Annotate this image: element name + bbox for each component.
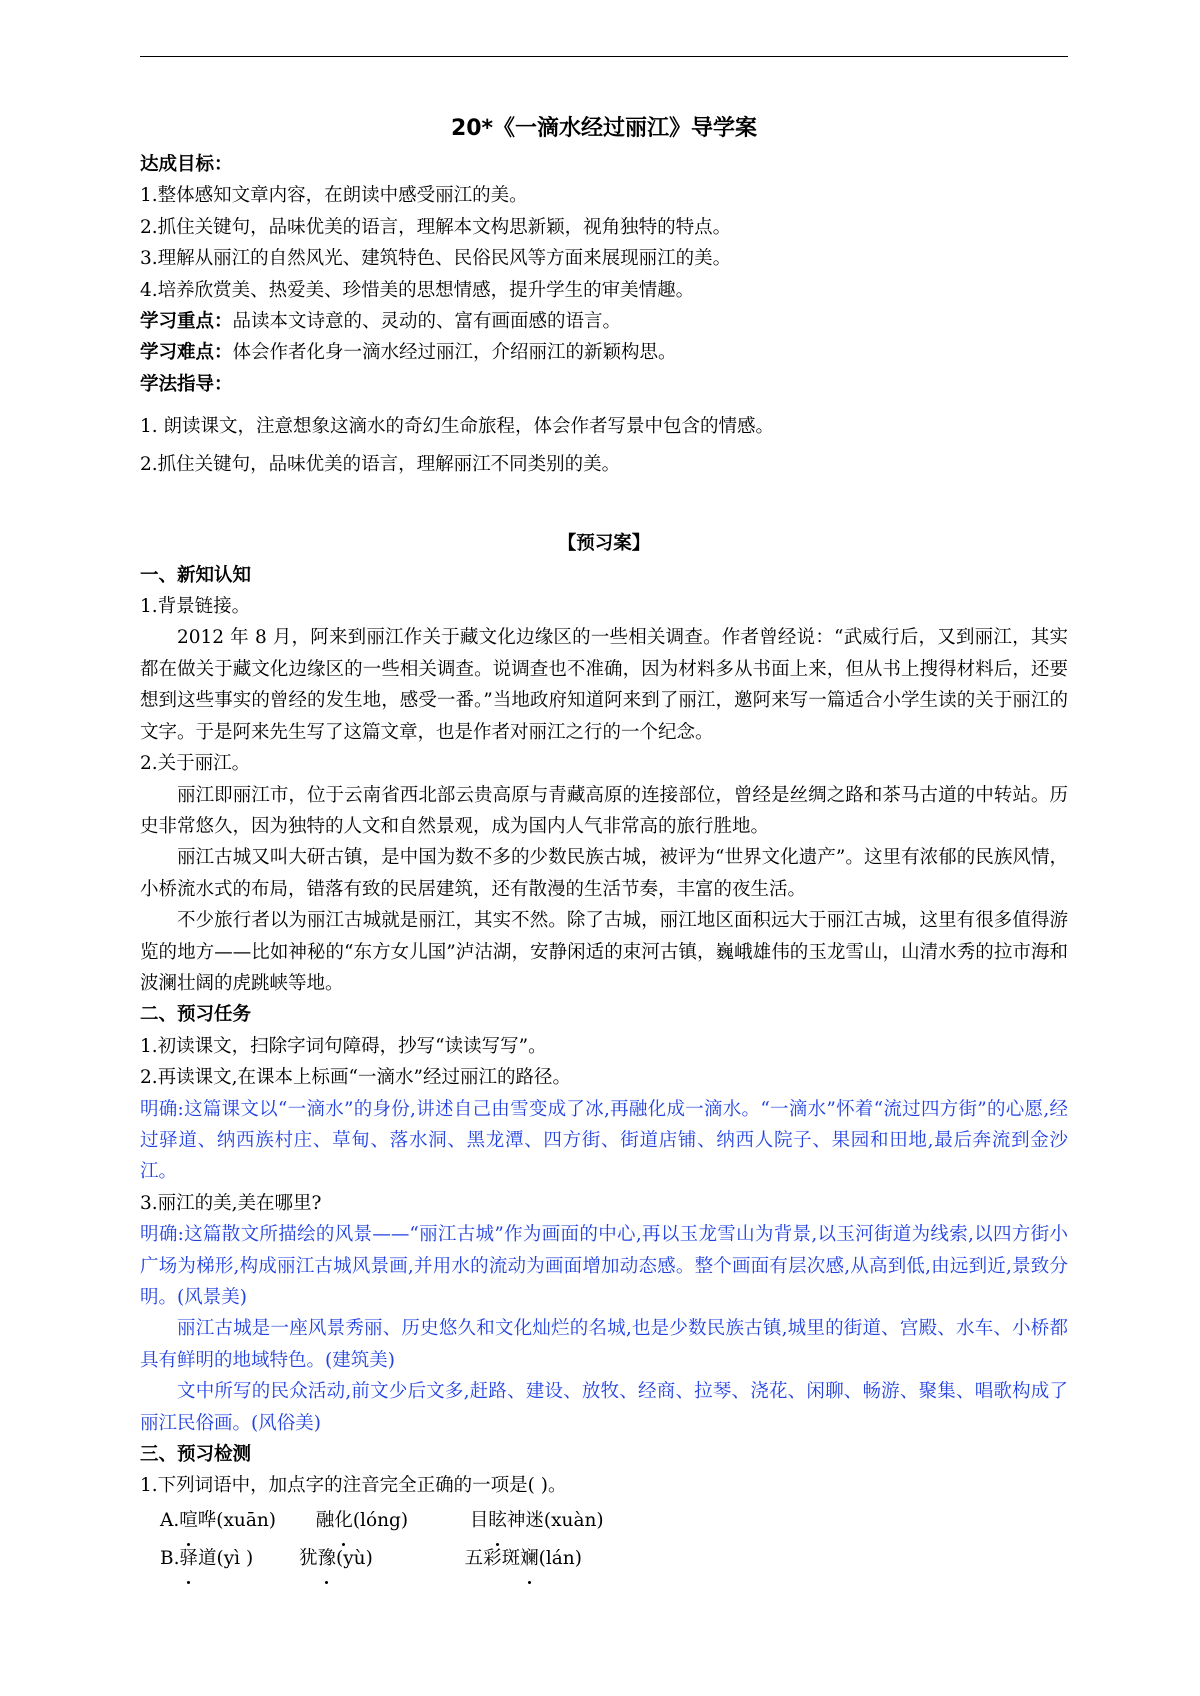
dotted-char: 斓: [520, 1540, 539, 1578]
goal-item: 3.理解从丽江的自然风光、建筑特色、民俗民风等方面来展现丽江的美。: [140, 248, 732, 270]
word-text: 融: [315, 1509, 335, 1531]
focus-label: 学习重点：: [140, 311, 233, 333]
page-title: 20*《一滴水经过丽江》导学案: [450, 116, 758, 141]
lijiang-subheading: 2.关于丽江。: [140, 753, 251, 775]
pinyin: (lán): [538, 1547, 582, 1569]
section2-heading: 二、预习任务: [140, 1004, 252, 1026]
dotted-char: 驿: [179, 1540, 198, 1578]
focus-text: 品读本文诗意的、灵动的、富有画面感的语言。: [232, 311, 622, 333]
pinyin: (yù): [336, 1547, 373, 1569]
dotted-char: 豫: [317, 1540, 336, 1578]
pinyin: (lóng): [352, 1509, 409, 1531]
oldtown-paragraph: 丽江古城又叫大研古镇，是中国为数不多的少数民族古城，被评为“世界文化遗产”。这里有浓郁的民族风情，小桥流水式的布局，错落有致的民居建筑，还有散漫的生活节奏，丰富的夜生活。: [140, 847, 1068, 900]
header-rule: [140, 56, 1068, 57]
answer-paragraph: 明确:这篇课文以“一滴水”的身份,讲述自己由雪变成了冰,再融化成一滴水。“一滴水”怀着“流过四方街”的心愿,经过驿道、纳西族村庄、草甸、落水洞、黑龙潭、四方街、街道店铺、纳西人院子、果园和田地,最后奔流到金沙江。: [140, 1098, 1068, 1183]
region-paragraph: 不少旅行者以为丽江古城就是丽江，其实不然。除了古城，丽江地区面积远大于丽江古城，这里有很多值得游览的地方——比如神秘的“东方女儿国”泸沽湖，安静闲适的束河古镇，巍峨雄伟的玉龙雪山，山清水秀的拉市海和波澜壮阔的虎跳峡等地。: [140, 910, 1068, 994]
option-a: [140, 1502, 1068, 1540]
pinyin: (xuān): [216, 1509, 277, 1531]
task-item: 3.丽江的美,美在哪里?: [140, 1192, 322, 1214]
document-body: [140, 115, 1068, 1578]
goal-item: 4.培养欣赏美、热爱美、珍惜美的思想情感，提升学生的审美情趣。: [140, 279, 695, 301]
dotted-char: 化: [334, 1502, 353, 1540]
lijiang-paragraph: 丽江即丽江市，位于云南省西北部云贵高原与青藏高原的连接部位，曾经是丝绸之路和茶马古道的中转站。历史非常悠久，因为独特的人文和自然景观，成为国内人气非常高的旅行胜地。: [140, 784, 1068, 837]
preview-heading: 【预习案】: [557, 533, 651, 555]
difficulty-text: 体会作者化身一滴水经过丽江，介绍丽江的新颖构思。: [232, 342, 677, 364]
goal-item: 2.抓住关键句，品味优美的语言，理解本文构思新颖，视角独特的特点。: [140, 216, 732, 238]
word-text: 犹: [298, 1547, 318, 1569]
difficulty-line: [140, 337, 1068, 368]
difficulty-label: 学习难点：: [140, 342, 233, 364]
option-label: B.: [160, 1547, 180, 1569]
section1-heading: 一、新知认知: [140, 564, 252, 586]
background-subheading: 1.背景链接。: [140, 596, 251, 618]
option-label: A.: [160, 1509, 180, 1531]
pinyin: 神迷(xuàn): [506, 1509, 604, 1531]
section3-heading: 三、预习检测: [140, 1444, 252, 1466]
method-item: 1. 朗读课文，注意想象这滴水的奇幻生命旅程，体会作者写景中包含的情感。: [140, 416, 775, 438]
word-text: 五彩斑: [464, 1547, 521, 1569]
task-item: 2.再读课文,在课本上标画“一滴水”经过丽江的路径。: [140, 1067, 571, 1089]
word-text: 哗: [197, 1509, 217, 1531]
focus-line: [140, 306, 1068, 337]
background-paragraph: 2012 年 8 月，阿来到丽江作关于藏文化边缘区的一些相关调查。作者曾经说：“武威行后，又到丽江，其实都在做关于藏文化边缘区的一些相关调查。说调查也不准确，因为材料多从书面上来，但从书上搜得材料后，还要想到这些事实的曾经的发生地，感受一番。”当地政府知道阿来到了丽江，邀阿来写一篇适合小学生读的关于丽江的文字。于是阿来先生写了这篇文章，也是作者对丽江之行的一个纪念。: [140, 627, 1068, 743]
dotted-char: 眩: [488, 1502, 507, 1540]
answer-paragraph: 明确:这篇散文所描绘的风景——“丽江古城”作为画面的中心,再以玉龙雪山为背景,以玉河街道为线索,以四方街小广场为梯形,构成丽江古城风景画,并用水的流动为画面增加动态感。整个画面有层次感,从高到低,由远到近,景致分明。(风景美): [140, 1224, 1068, 1308]
dotted-char: 喧: [179, 1502, 198, 1540]
option-b: [140, 1540, 1068, 1578]
answer-paragraph: 文中所写的民众活动,前文少后文多,赶路、建设、放牧、经商、拉琴、浇花、闲聊、畅游、聚集、唱歌构成了丽江民俗画。(风俗美): [140, 1381, 1068, 1434]
question-1: 1.下列词语中，加点字的注音完全正确的一项是( )。: [140, 1475, 567, 1497]
goal-item: 1.整体感知文章内容，在朗读中感受丽江的美。: [140, 185, 528, 207]
word-text: 道(yì ): [198, 1547, 254, 1569]
task-item: 1.初读课文，扫除字词句障碍，抄写“读读写写”。: [140, 1035, 547, 1057]
answer-paragraph: 丽江古城是一座风景秀丽、历史悠久和文化灿烂的名城,也是少数民族古镇,城里的街道、宫殿、水车、小桥都具有鲜明的地域特色。(建筑美): [140, 1318, 1068, 1371]
method-item: 2.抓住关键句，品味优美的语言，理解丽江不同类别的美。: [140, 454, 621, 476]
word-text: 目: [469, 1509, 489, 1531]
method-heading: 学法指导：: [140, 373, 233, 395]
goals-heading: 达成目标：: [140, 154, 233, 175]
